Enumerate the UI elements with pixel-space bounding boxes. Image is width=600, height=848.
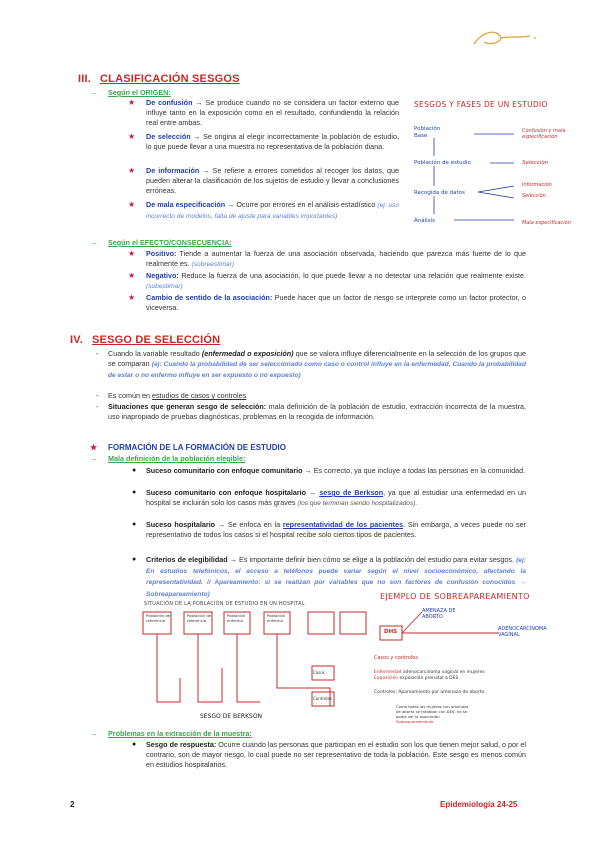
effect-item-reversal: ★ Cambio de sentido de la asociación: Puede hacer que un factor de riesgo se interprete como un factor protector, o viceversa. — [128, 293, 526, 313]
bullet-community-hospital: ● Suceso comunitario con enfoque hospitalario → sesgo de Berkson, ya que al estudiar una enfermedad en un hospital se incluirán solo los casos más graves (los que terminan siendo hospitalizados). — [132, 488, 526, 508]
bad-definition-heading: → Mala definición de la población elegible: — [90, 454, 246, 463]
bullet-icon: ● — [132, 489, 137, 496]
phase-study-population: Población de estudio — [414, 160, 471, 166]
page-number: 2 — [70, 800, 75, 809]
arrow-icon: → — [90, 454, 98, 463]
section-iv-title: IV. SESGO DE SELECCIÓN — [70, 334, 221, 346]
overmatching-section: Casos y controles — [374, 655, 418, 661]
berkson-box-2: Población de referencia — [187, 613, 212, 623]
footer-course: Epidemiología 24-25 — [440, 800, 518, 809]
berkson-diagram-title: SITUACIÓN DE LA POBLACIÓN DE ESTUDIO EN UN HOSPITAL — [144, 601, 305, 607]
star-icon: ★ — [128, 249, 136, 258]
overmatching-lines: Enfermedad adenocarcinoma vaginal en mujeres Exposición exposición prenatal a DES — [374, 670, 485, 681]
formation-heading: ★ FORMACIÓN DE LA FORMACIÓN DE ESTUDIO — [90, 443, 286, 452]
selection-common: - Es común en estudios de casos y controles — [96, 391, 247, 400]
origin-item-misspecification: ★ De mala especificación → Ocurre por errores en el análisis estadístico (ej: uso incorrecto de modelos, falta de ajuste para variables importantes) — [128, 200, 400, 221]
bullet-icon: ● — [132, 556, 137, 563]
bullet-icon: ● — [132, 467, 137, 474]
arrow-icon: → — [90, 88, 98, 97]
berkson-box-1: Población de referencia — [146, 613, 171, 623]
berkson-diagram-boxes — [140, 608, 378, 718]
overmatching-title: EJEMPLO DE SOBREAPAREAMIENTO — [380, 592, 530, 601]
berkson-box-4: Población enferma — [267, 613, 286, 623]
bias-confusion: Confusión y mala especificación — [522, 128, 566, 140]
extraction-heading: → Problemas en la extracción de la muestra: — [90, 729, 252, 738]
star-icon: ★ — [90, 443, 98, 452]
star-icon: ★ — [128, 98, 136, 107]
star-icon: ★ — [128, 271, 136, 280]
phases-diagram-arrows — [414, 128, 524, 228]
bullet-community-community: ● Suceso comunitario con enfoque comunitario → Es correcto, ya que incluye a todas las personas en la comunidad. — [132, 466, 526, 475]
bullet-eligibility: ● Criterios de elegibilidad → Es importante definir bien cómo se elige a la población del estudio para evitar sesgos. (ej: En estudios telefónicos, el acceso a teléfonos puede variar según el nivel socioeconómico, afectando la representatividad. // Apareamiento: si se realizan por variables que no son factores de confusión conocidos → Sobreapareamiento) — [132, 555, 526, 598]
overmatching-controls: Controles: Apareamiento por amenaza de aborto — [374, 690, 485, 695]
arrow-icon: → — [90, 729, 98, 738]
bullet-response-bias: ● Sesgo de respuesta: Ocurre cuando las personas que participan en el estudio son los que tienen mejor salud, o por el contrario, son de mayor riesgo, lo cual puede no ser representativo de toda la población. Este sesgo es menos común en estudios hospitalarios. — [132, 740, 526, 770]
star-icon: ★ — [128, 293, 136, 302]
signature-mark — [470, 26, 550, 50]
bias-selection: Selección — [522, 160, 549, 166]
berkson-controls: Controles — [313, 696, 333, 701]
overmatching-threat: AMENAZA DE ABORTO — [422, 608, 456, 620]
phase-population: Población Base — [414, 126, 441, 139]
effect-item-negative: ★ Negativo: Reduce la fuerza de una asociación, lo que puede llevar a no detectar una relación que realmente existe. (subestimar) — [128, 271, 526, 291]
star-icon: ★ — [128, 200, 136, 209]
star-icon: ★ — [128, 132, 136, 141]
origin-heading: → Según el ORIGEN: — [90, 88, 171, 97]
selection-situations: - Situaciones que generan sesgo de selección: mala definición de la población de estudio, extracción incorrecta de la muestra, uso inapropiado de pruebas diagnósticas, problemas en la recogida de información. — [96, 402, 526, 422]
bullet-icon: ● — [132, 521, 137, 528]
overmatching-node: DHS — [384, 629, 398, 635]
effect-item-positive: ★ Positivo: Tiende a aumentar la fuerza de una asociación observada, haciendo que parezca más fuerte de lo que realmente es. (sobreestimar) — [128, 249, 526, 269]
berkson-caption: SESGO DE BERKSON — [200, 713, 263, 720]
bullet-icon: ● — [132, 741, 137, 748]
berkson-box-3: Población enferma — [227, 613, 246, 623]
origin-item-selection: ★ De selección → Se origina al elegir incorrectamente la población de estudio, lo que puede llevar a una muestra no representativa de la población diana. — [128, 132, 399, 152]
phase-analysis: Análisis — [414, 218, 435, 224]
phase-data-collection: Recogida de datos — [414, 190, 465, 196]
overmatching-note: Como todas las mujeres con amenaza de aborto se trataban con DES, no se podía ver la asociación Sobreapareamiento — [396, 704, 469, 724]
phases-diagram-title: SESGOS Y FASES DE UN ESTUDIO — [414, 100, 548, 109]
effect-heading: → Según el EFECTO/CONSECUENCIA: — [90, 238, 232, 247]
bullet-hospital: ● Suceso hospitalario → Se enfoca en la representatividad de los pacientes. Sin embargo, a veces puede no ser representativo de todos los casos si el hospital recibe solo ciertos tipos de pacientes. — [132, 520, 526, 540]
bias-misspecification: Mala especificación — [522, 220, 571, 226]
overmatching-cancer: ADENOCARCINOMA VAGINAL — [498, 626, 547, 638]
arrow-icon: → — [90, 238, 98, 247]
star-icon: ★ — [128, 166, 136, 175]
bias-information: Información — [522, 182, 552, 188]
origin-item-information: ★ De información → Se refiere a errores cometidos al recoger los datos, que pueden alterar la clasificación de los sujetos de estudio y llevar a conclusiones erróneas. — [128, 166, 399, 196]
berkson-cases: Casos — [313, 670, 325, 675]
bias-selection-2: Selección — [522, 193, 546, 199]
selection-definition: - Cuando la variable resultado (enfermedad o exposición) que se valora influye diferencialmente en la selección de los grupos que se comparan (ej: Cuando la probabilidad de ser seleccionado como caso o control influye en la enfermedad, Cuando la probabilidad de estar o no enfermo influye en ser expuesto o no expuesto) — [96, 349, 526, 380]
origin-item-confusion: ★ De confusión → Se produce cuando no se considera un factor externo que influye tanto en la exposición como en el resultado, confundiendo la relación real entre ambas. — [128, 98, 399, 128]
section-iii-title: III. CLASIFICACIÓN SESGOS — [78, 73, 240, 85]
